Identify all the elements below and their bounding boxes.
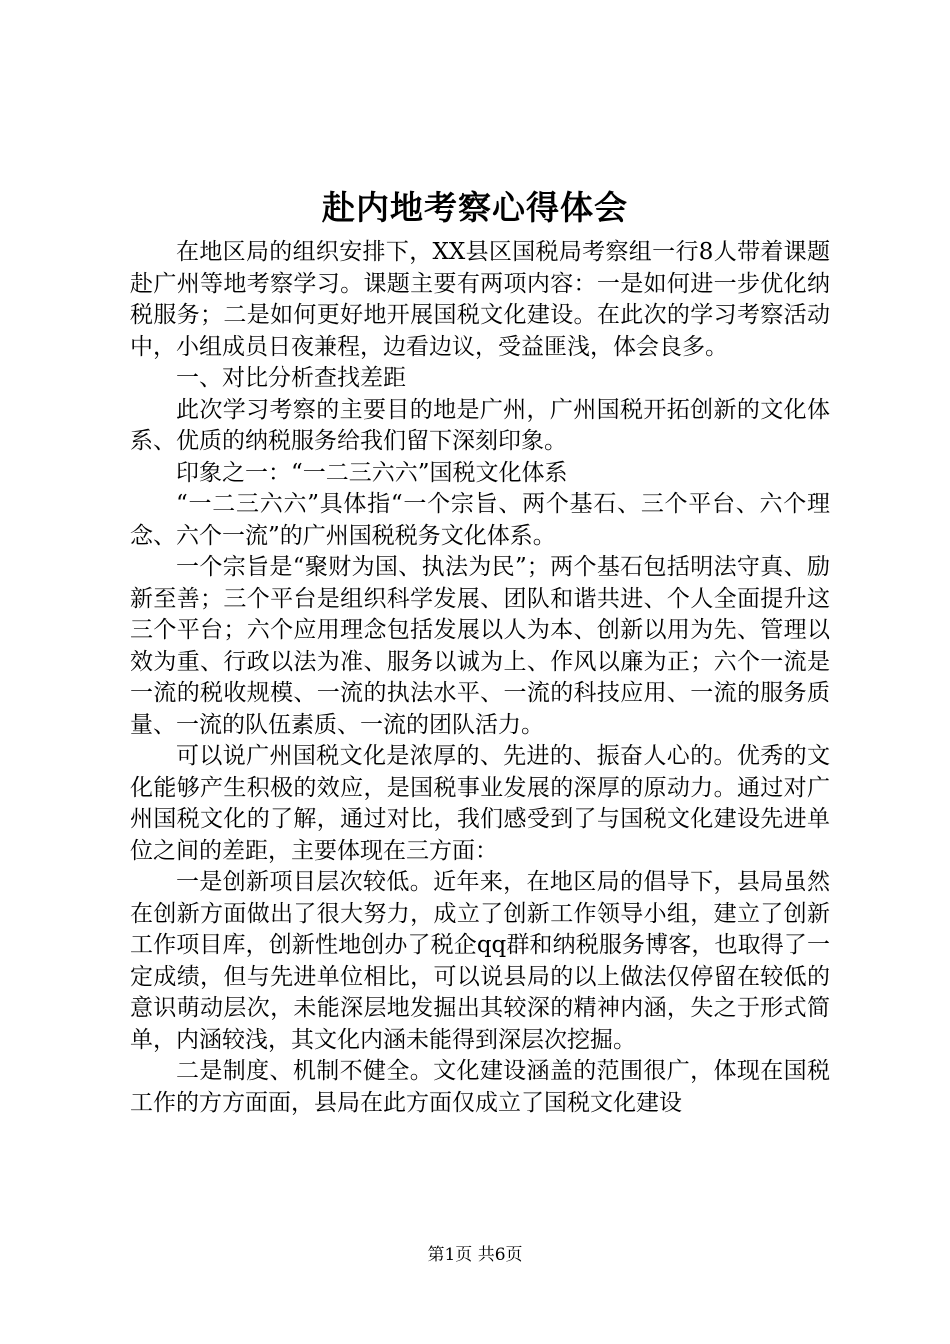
paragraph-purpose: 此次学习考察的主要目的地是广州，广州国税开拓创新的文化体系、优质的纳税服务给我们留下深刻印象。 (130, 396, 830, 454)
paragraph-intro: 在地区局的组织安排下，XX县区国税局考察组一行8人带着课题赴广州等地考察学习。课题主要有两项内容：一是如何进一步优化纳税服务；二是如何更好地开展国税文化建设。在此次的学习考察活动中，小组成员日夜兼程，边看边议，受益匪浅，体会良多。 (130, 239, 830, 360)
section-heading-1: 一、对比分析查找差距 (176, 365, 406, 391)
paragraph-comparison: 可以说广州国税文化是浓厚的、先进的、振奋人心的。优秀的文化能够产生积极的效应，是国税事业发展的深厚的原动力。通过对广州国税文化的了解，通过对比，我们感受到了与国税文化建设先进单位之间的差距，主要体现在三方面： (130, 743, 830, 864)
paragraph-point-1: 一是创新项目层次较低。近年来，在地区局的倡导下，县局虽然在创新方面做出了很大努力，成立了创新工作领导小组，建立了创新工作项目库，创新性地创办了税企qq群和纳税服务博客，也取得了一定成绩，但与先进单位相比，可以说县局的以上做法仅停留在较低的意识萌动层次，未能深层地发掘出其较深的精神内涵，失之于形式简单，内涵较浅，其文化内涵未能得到深层次挖掘。 (130, 869, 830, 1053)
page-footer: 第1页 共6页 (427, 1245, 523, 1265)
paragraph-definition: “一二三六六”具体指“一个宗旨、两个基石、三个平台、六个理念、六个一流”的广州国税税务文化体系。 (130, 491, 830, 549)
paragraph-point-2: 二是制度、机制不健全。文化建设涵盖的范围很广，体现在国税工作的方方面面，县局在此方面仅成立了国税文化建设 (130, 1058, 830, 1116)
paragraph-details: 一个宗旨是“聚财为国、执法为民”；两个基石包括明法守真、励新至善；三个平台是组织科学发展、团队和谐共进、个人全面提升这三个平台；六个应用理念包括发展以人为本、创新以用为先、管理以效为重、行政以法为准、服务以诚为上、作风以廉为正；六个一流是一流的税收规模、一流的执法水平、一流的科技应用、一流的服务质量、一流的队伍素质、一流的团队活力。 (130, 554, 830, 738)
document-title: 赴内地考察心得体会 (322, 188, 628, 227)
subheading-impression-1: 印象之一：“一二三六六”国税文化体系 (176, 459, 568, 486)
document-body (130, 237, 830, 1119)
